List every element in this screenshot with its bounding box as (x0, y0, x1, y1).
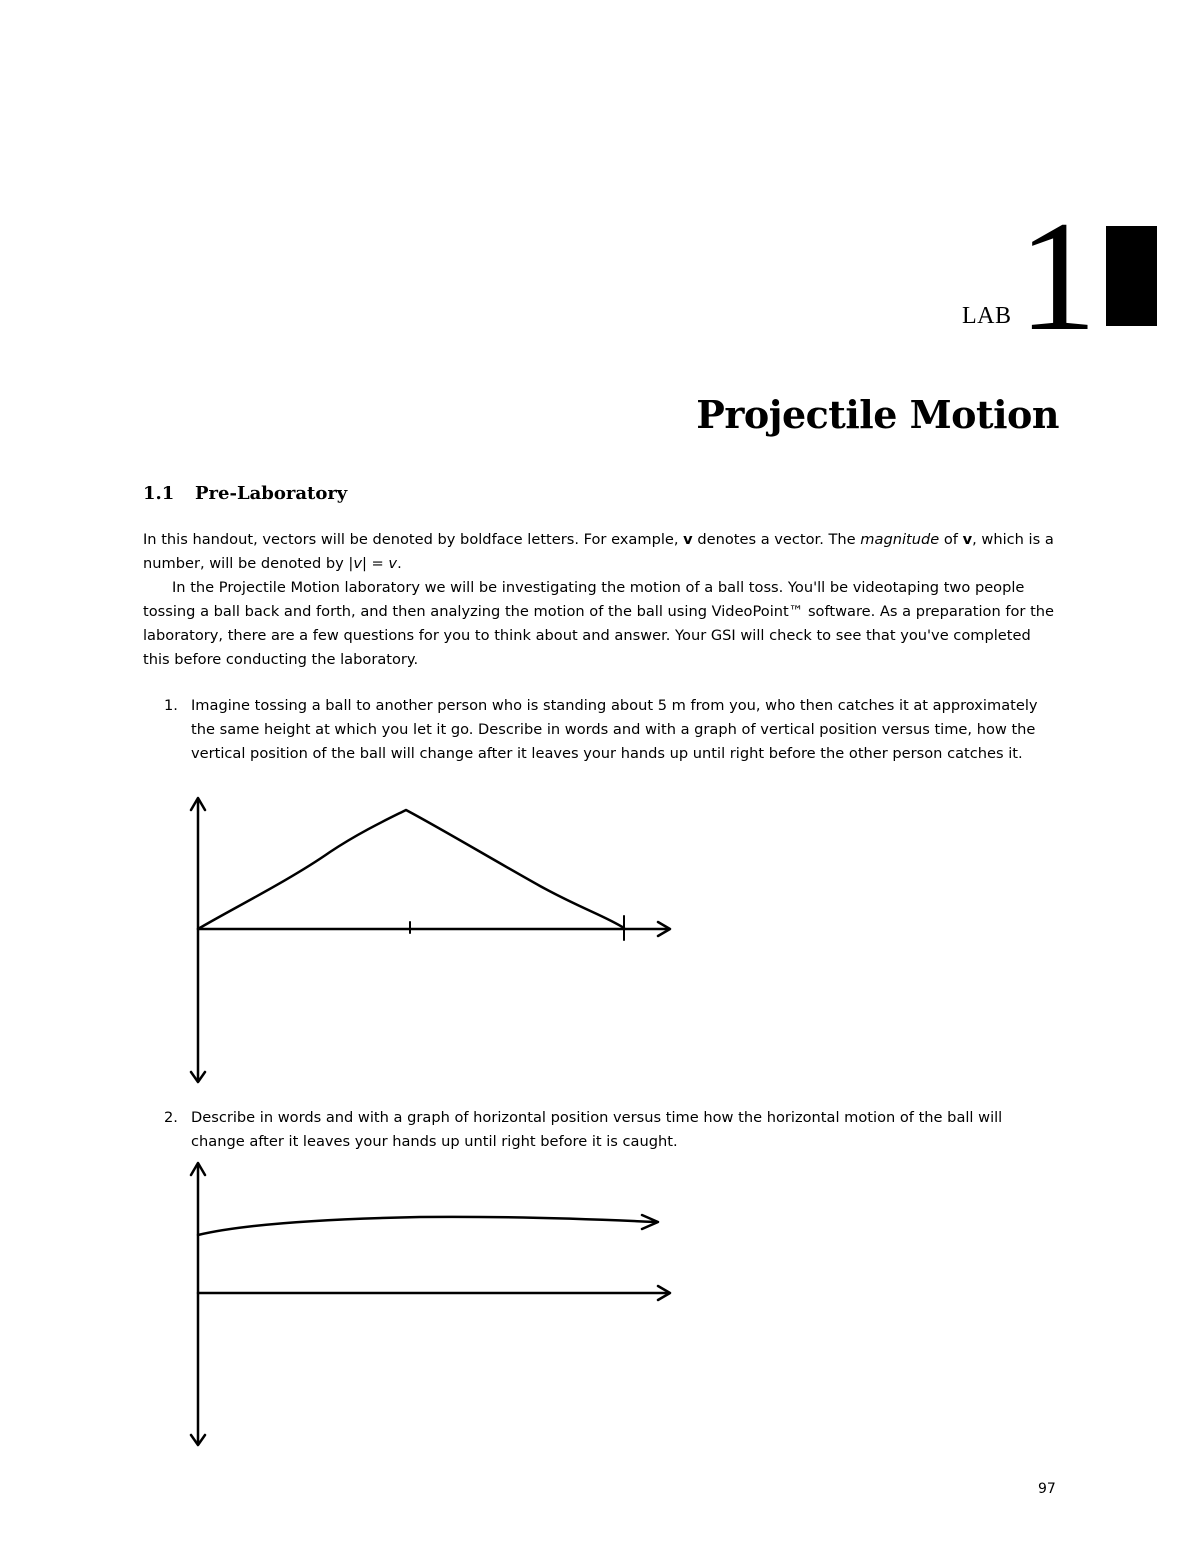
intro-text-run: denotes a vector. The (692, 531, 861, 548)
magnitude-term: magnitude (860, 531, 940, 548)
intro-text-run: . (397, 555, 402, 572)
section-heading (143, 483, 347, 504)
chapter-title: Projectile Motion (696, 392, 1059, 437)
intro-text-run: of (939, 531, 963, 548)
intro-paragraph-2: In the Projectile Motion laboratory we will be investigating the motion of a ball toss. You'll be videotaping two people tossing a ball back and forth, and then analyzing the motion of the ball using VideoPoint™ software. As a preparation for the laboratory, there are a few questions for you to think about and answer. Your GSI will check to see that you've completed this before conducting the laboratory. (143, 579, 1055, 668)
question-2 (164, 1106, 1059, 1154)
vector-symbol: v (962, 531, 973, 548)
question-text: Describe in words and with a graph of horizontal position versus time how the horizontal motion of the ball will change after it leaves your hands up until right before it is caught. (191, 1109, 1003, 1150)
horizontal-position-sketch (180, 1155, 680, 1455)
intro-text-run: In this handout, vectors will be denoted by boldface letters. For example, (143, 531, 684, 548)
lab-number: 1 (1018, 189, 1097, 364)
section-number: 1.1 (143, 483, 175, 504)
magnitude-symbol: v (353, 555, 362, 572)
question-1 (164, 694, 1059, 766)
intro-paragraph-1 (143, 528, 1059, 576)
horizontal-position-curve (198, 1217, 656, 1235)
intro-text-run: | = (361, 555, 389, 572)
vector-symbol: v (683, 531, 693, 548)
vertical-position-sketch (180, 790, 680, 1090)
vertical-position-curve (198, 810, 624, 929)
intro-text-run: , which is a number, will be denoted by | (143, 531, 1054, 572)
magnitude-symbol: v (388, 555, 398, 572)
chapter-tab-marker (1106, 226, 1157, 326)
page-number: 97 (1038, 1481, 1056, 1497)
question-number: 1. (164, 697, 178, 714)
intro-text (143, 528, 1059, 672)
question-text: Imagine tossing a ball to another person who is standing about 5 m from you, who then catches it at approximately the same height at which you let it go. Describe in words and with a graph of vertical position versus time, how the vertical position of the ball will change after it leaves your hands up until right before the other person catches it. (191, 697, 1038, 762)
section-title: Pre-Laboratory (195, 483, 348, 504)
lab-label: LAB (962, 303, 1012, 329)
question-number: 2. (164, 1109, 178, 1126)
